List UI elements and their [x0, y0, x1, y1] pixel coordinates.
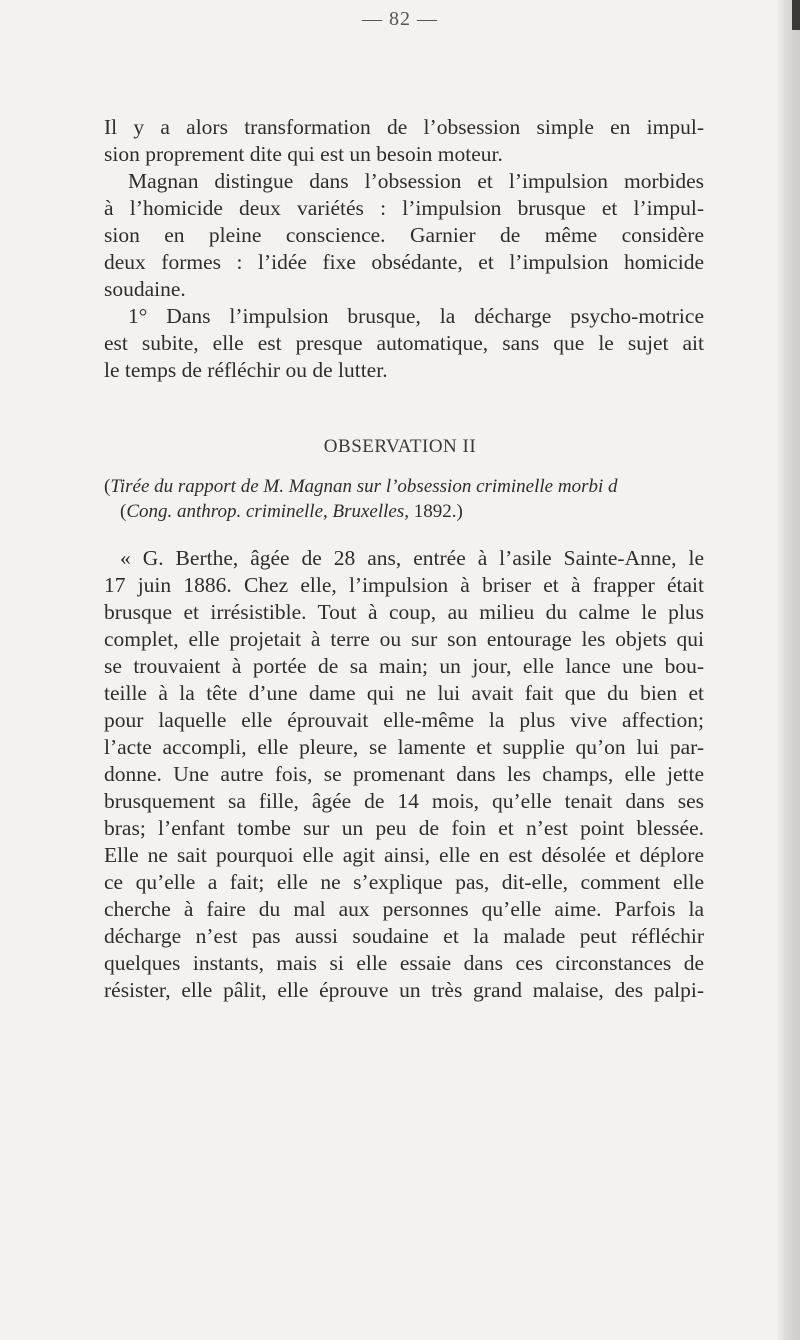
source-year: 1892.)	[409, 501, 463, 522]
source-citation-line-2	[120, 500, 770, 524]
open-paren: (	[120, 501, 127, 522]
source-citation-line-1	[104, 475, 754, 499]
text-line: cherche à faire du mal aux personnes qu’elle aime. Parfois la	[104, 897, 704, 921]
text-line: l’acte accompli, elle pleure, se lamente et supplie qu’on lui par-	[104, 735, 704, 759]
observation-heading: OBSERVATION II	[323, 436, 477, 457]
text-line: deux formes : l’idée fixe obsédante, et l’impulsion homicide	[104, 250, 704, 274]
text-line: le temps de réfléchir ou de lutter.	[104, 358, 388, 382]
open-paren: (	[104, 476, 111, 497]
text-line: Il y a alors transformation de l’obsession simple en impul-	[104, 115, 704, 139]
text-line: ce qu’elle a fait; elle ne s’explique pas, dit-elle, comment elle	[104, 870, 704, 894]
text-line: brusque et irrésistible. Tout à coup, au milieu du calme le plus	[104, 600, 704, 624]
text-line: complet, elle projetait à terre ou sur son entourage les objets qui	[104, 627, 704, 651]
text-line: 17 juin 1886. Chez elle, l’impulsion à briser et à frapper était	[104, 573, 704, 597]
text-line: décharge n’est pas aussi soudaine et la malade peut réfléchir	[104, 924, 704, 948]
text-line: à l’homicide deux variétés : l’impulsion brusque et l’impul-	[104, 196, 704, 220]
text-line: teille à la tête d’une dame qui ne lui avait fait que du bien et	[104, 681, 704, 705]
text-line: brusquement sa fille, âgée de 14 mois, qu’elle tenait dans ses	[104, 789, 704, 813]
text-line: donne. Une autre fois, se promenant dans les champs, elle jette	[104, 762, 704, 786]
source-text: Tirée du rapport de M. Magnan sur l’obsession criminelle morbi d	[110, 476, 618, 497]
text-line: est subite, elle est presque automatique, sans que le sujet ait	[104, 331, 704, 355]
text-line: pour laquelle elle éprouvait elle-même la plus vive affection;	[104, 708, 704, 732]
text-line: sion en pleine conscience. Garnier de même considère	[104, 223, 704, 247]
page-edge-shadow	[778, 0, 800, 1340]
text-line: soudaine.	[104, 277, 186, 301]
text-line: 1° Dans l’impulsion brusque, la décharge psycho-motrice	[128, 304, 704, 328]
page-number: — 82 —	[362, 8, 438, 30]
source-text: Cong. anthrop. criminelle, Bruxelles,	[126, 501, 409, 522]
text-line: Elle ne sait pourquoi elle agit ainsi, elle en est désolée et déplore	[104, 843, 704, 867]
text-line: sion proprement dite qui est un besoin moteur.	[104, 142, 503, 166]
text-line: bras; l’enfant tombe sur un peu de foin et n’est point blessée.	[104, 816, 704, 840]
text-line: se trouvaient à portée de sa main; un jour, elle lance une bou-	[104, 654, 704, 678]
text-line: « G. Berthe, âgée de 28 ans, entrée à l’asile Sainte-Anne, le	[120, 546, 704, 570]
text-line: Magnan distingue dans l’obsession et l’impulsion morbides	[128, 169, 704, 193]
text-line: quelques instants, mais si elle essaie dans ces circonstances de	[104, 951, 704, 975]
text-line: résister, elle pâlit, elle éprouve un très grand malaise, des palpi-	[104, 978, 704, 1002]
